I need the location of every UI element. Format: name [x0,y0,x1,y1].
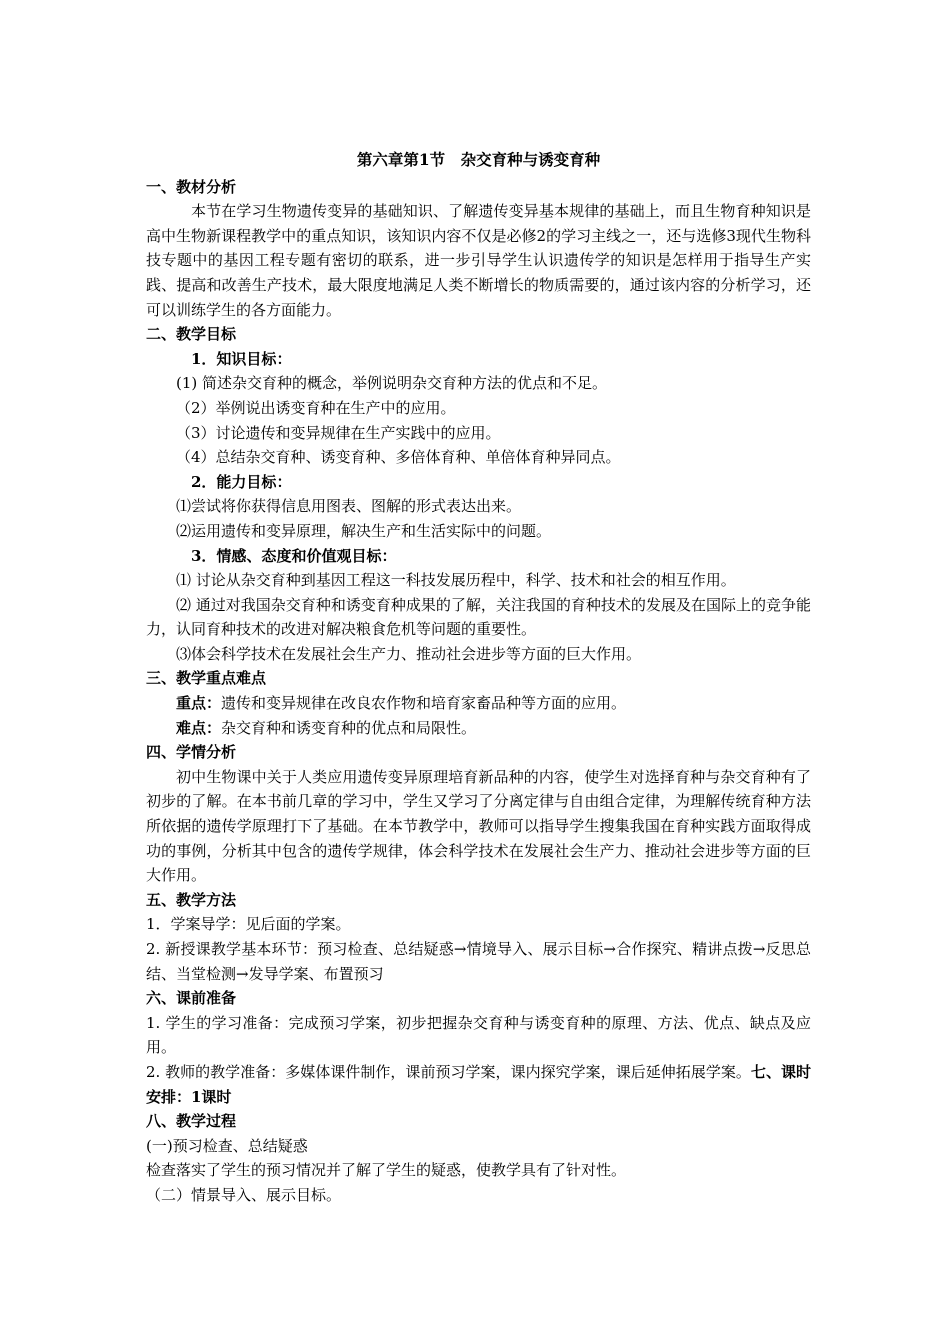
section-heading-1: 一、教材分析 [146,177,237,196]
section-heading-6: 六、课前准备 [146,989,237,1008]
section-heading-5: 五、教学方法 [146,890,237,909]
ability-item-2: ⑵运用遗传和变异原理，解决生产和生活实际中的问题。 [176,521,552,540]
process-step-2: （二）情景导入、展示目标。 [146,1185,342,1204]
section-heading-8: 八、教学过程 [146,1112,237,1131]
process-step-1-text: 检查落实了学生的预习情况并了解了学生的疑惑，使教学具有了针对性。 [146,1161,627,1180]
paragraph-material-analysis: 本节在学习生物遗传变异的基础知识、了解遗传变异基本规律的基础上，而且生物育种知识是高中生物新课程教学中的重点知识，该知识内容不仅是必修2的学习主线之一，还与选修3现代生物科技专题中的基因工程专题有密切的联系，进一步引导学生认识遗传学的知识是怎样用于指导生产实践、提高和改善生产技术，最大限度地满足人类不断增长的物质需要的，通过该内容的分析学习，还可以训练学生的各方面能力。 [146,202,811,319]
subheading-ability: 2．能力目标： [191,472,292,491]
difficult-point [146,716,811,741]
emotion-item-2: ⑵ 通过对我国杂交育种和诱变育种成果的了解，关注我国的育种技术的发展及在国际上的竞争能力，认同育种技术的改进对解决粮食危机等问题的重要性。 [146,595,811,639]
prep-item-2 [146,1060,811,1109]
key-point-label: 重点： [176,694,222,713]
process-step-1: (一)预习检查、总结疑惑 [146,1136,308,1155]
document-body [146,148,811,1208]
method-item-1: 1．学案导学：见后面的学案。 [146,915,351,934]
page-title: 第六章第1节 杂交育种与诱变育种 [356,150,601,169]
section-heading-3: 三、教学重点难点 [146,669,267,688]
subheading-knowledge: 1．知识目标： [191,349,292,368]
paragraph-student-analysis: 初中生物课中关于人类应用遗传变异原理培育新品种的内容，使学生对选择育种与杂交育种有了初步的了解。在本书前几章的学习中，学生又学习了分离定律与自由组合定律，为理解传统育种方法所依据的遗传学原理打下了基础。在本节教学中，教师可以指导学生搜集我国在育种实践方面取得成功的事例，分析其中包含的遗传学规律，体会科学技术在发展社会生产力、推动社会进步等方面的巨大作用。 [146,767,811,885]
knowledge-item-4: （4）总结杂交育种、诱变育种、多倍体育种、单倍体育种异同点。 [176,448,621,467]
ability-item-1: ⑴尝试将你获得信息用图表、图解的形式表达出来。 [176,497,522,516]
section-heading-2: 二、教学目标 [146,325,237,344]
key-point-text: 遗传和变异规律在改良农作物和培育家畜品种等方面的应用。 [221,694,627,713]
knowledge-item-1: (1) 简述杂交育种的概念，举例说明杂交育种方法的优点和不足。 [176,374,608,393]
subheading-emotion: 3．情感、态度和价值观目标： [191,546,397,565]
emotion-item-1: ⑴ 讨论从杂交育种到基因工程这一科技发展历程中，科学、技术和社会的相互作用。 [176,571,736,590]
knowledge-item-3: （3）讨论遗传和变异规律在生产实践中的应用。 [176,423,501,442]
difficult-point-label: 难点： [176,718,222,737]
difficult-point-text: 杂交育种和诱变育种的优点和局限性。 [221,718,477,737]
prep-item-1: 1. 学生的学习准备：完成预习学案，初步把握杂交育种与诱变育种的原理、方法、优点、缺点及应用。 [146,1013,811,1057]
method-item-2: 2. 新授课教学基本环节：预习检查、总结疑惑→情境导入、展示目标→合作探究、精讲点拨→反思总结、当堂检测→发导学案、布置预习 [146,940,811,983]
section-heading-4: 四、学情分析 [146,743,237,762]
prep-item-2-text: 2. 教师的教学准备：多媒体课件制作，课前预习学案，课内探究学案，课后延伸拓展学案。 [146,1062,751,1081]
knowledge-item-2: （2）举例说出诱变育种在生产中的应用。 [176,398,456,417]
emotion-item-3: ⑶体会科学技术在发展社会生产力、推动社会进步等方面的巨大作用。 [176,644,642,663]
key-point [146,691,811,716]
section-heading-7: 七、课时安排：1课时 [146,1062,811,1106]
